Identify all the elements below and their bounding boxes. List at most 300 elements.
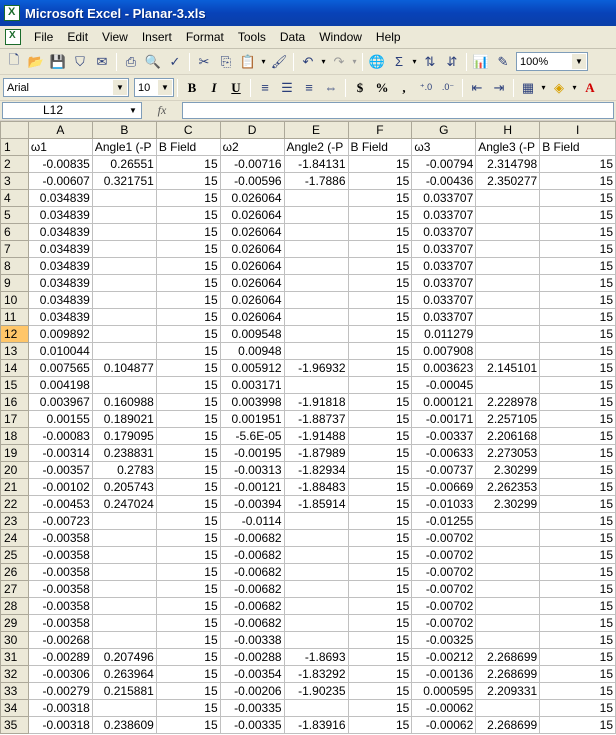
cell[interactable]: ω1 [28,139,92,156]
row-header[interactable]: 31 [1,649,29,666]
cut-icon[interactable]: ✂ [198,53,210,69]
cell[interactable] [284,343,348,360]
cell[interactable]: -0.00716 [220,156,284,173]
cell[interactable]: -0.00702 [412,564,476,581]
row-header[interactable]: 6 [1,224,29,241]
cell[interactable] [476,530,540,547]
cell[interactable]: 0.005912 [220,360,284,377]
cell[interactable]: -0.00083 [28,428,92,445]
row-header[interactable]: 34 [1,700,29,717]
cell[interactable]: 15 [156,530,220,547]
cell[interactable]: 15 [540,632,616,649]
cell[interactable] [92,190,156,207]
cell[interactable]: -0.00436 [412,173,476,190]
menu-file[interactable]: File [34,30,54,44]
sort-descending-icon[interactable]: ⇵ [446,53,458,69]
cell[interactable] [476,632,540,649]
cell[interactable]: 15 [348,462,412,479]
open-icon[interactable]: 📂 [27,53,45,69]
cell[interactable] [92,224,156,241]
borders-icon[interactable]: ▦ [521,79,535,95]
font-color-icon[interactable]: A [585,79,595,95]
cell[interactable]: -0.01255 [412,513,476,530]
cell[interactable]: 15 [156,683,220,700]
cell[interactable]: 15 [348,581,412,598]
cell[interactable]: 0.247024 [92,496,156,513]
cell[interactable]: 15 [540,513,616,530]
zoom-select[interactable] [516,52,588,71]
autosum-icon[interactable]: Σ [394,54,404,69]
cell[interactable] [476,343,540,360]
cell[interactable]: 15 [348,292,412,309]
cell[interactable] [92,598,156,615]
cell[interactable]: -0.00121 [220,479,284,496]
cell[interactable]: 2.273053 [476,445,540,462]
row-header[interactable]: 19 [1,445,29,462]
cell[interactable]: -0.00337 [412,428,476,445]
cell[interactable]: 15 [540,309,616,326]
cell[interactable]: 15 [540,564,616,581]
cell[interactable] [92,700,156,717]
cell[interactable]: -0.00358 [28,564,92,581]
cell[interactable] [284,190,348,207]
column-header[interactable]: E [284,122,348,139]
cell[interactable]: -0.00102 [28,479,92,496]
cell[interactable] [476,377,540,394]
row-header[interactable]: 29 [1,615,29,632]
cell[interactable]: 0.026064 [220,224,284,241]
cell[interactable]: 0.179095 [92,428,156,445]
cell[interactable] [284,530,348,547]
cell[interactable] [284,258,348,275]
row-header[interactable]: 26 [1,564,29,581]
comma-style-icon[interactable]: , [402,79,406,95]
percent-icon[interactable]: % [375,79,389,95]
sort-ascending-icon[interactable]: ⇅ [424,53,436,69]
cell[interactable]: 0.033707 [412,258,476,275]
cell[interactable]: -0.00633 [412,445,476,462]
cell[interactable]: 15 [348,598,412,615]
cell[interactable]: -0.00682 [220,615,284,632]
save-icon[interactable]: 💾 [49,53,67,69]
permission-icon[interactable]: ⛉ [75,53,85,69]
cell[interactable] [284,632,348,649]
cell[interactable] [284,326,348,343]
align-left-icon[interactable]: ≡ [261,80,269,95]
cell[interactable]: 15 [540,292,616,309]
cell[interactable]: 15 [156,275,220,292]
row-header[interactable]: 25 [1,547,29,564]
cell[interactable]: 15 [348,207,412,224]
chevron-down-icon[interactable]: ▼ [113,80,127,95]
row-header[interactable]: 32 [1,666,29,683]
cell[interactable]: -0.00318 [28,700,92,717]
cell[interactable]: 0.033707 [412,241,476,258]
cell[interactable]: 15 [156,207,220,224]
cell[interactable]: 0.000121 [412,394,476,411]
cell[interactable]: -0.00358 [28,530,92,547]
paste-icon[interactable]: 📋 [239,53,257,69]
cell[interactable]: 15 [540,666,616,683]
cell[interactable]: 0.263964 [92,666,156,683]
menu-tools[interactable]: Tools [237,30,266,44]
cell[interactable]: 15 [156,496,220,513]
cell[interactable] [92,258,156,275]
cell[interactable]: -0.00669 [412,479,476,496]
cell[interactable]: 2.206168 [476,428,540,445]
cell[interactable] [476,309,540,326]
cell[interactable]: 15 [348,496,412,513]
cell[interactable]: 15 [348,377,412,394]
cell[interactable]: 0.026064 [220,207,284,224]
cell[interactable]: 15 [348,394,412,411]
row-header[interactable]: 2 [1,156,29,173]
cell[interactable]: 15 [348,615,412,632]
cell[interactable]: 15 [540,683,616,700]
cell[interactable] [476,292,540,309]
row-header[interactable]: 16 [1,394,29,411]
cell[interactable]: 15 [540,428,616,445]
cell[interactable]: -5.6E-05 [220,428,284,445]
cell[interactable]: 15 [348,258,412,275]
cell[interactable]: ω2 [220,139,284,156]
row-header[interactable]: 7 [1,241,29,258]
cell[interactable]: 2.268699 [476,649,540,666]
cell[interactable]: 15 [540,700,616,717]
cell[interactable]: -0.00289 [28,649,92,666]
cell[interactable]: 15 [348,156,412,173]
redo-dropdown-icon[interactable]: ▾ [352,57,357,66]
cell[interactable] [284,547,348,564]
cell[interactable]: -0.00682 [220,581,284,598]
row-header[interactable]: 28 [1,598,29,615]
cell[interactable]: 15 [540,496,616,513]
menu-view[interactable]: View [102,30,128,44]
cell[interactable]: 15 [540,649,616,666]
cell[interactable]: 15 [540,258,616,275]
cell[interactable]: 0.001951 [220,411,284,428]
row-header[interactable]: 12 [1,326,29,343]
cell[interactable]: 2.350277 [476,173,540,190]
cell[interactable]: 15 [156,649,220,666]
format-painter-icon[interactable]: 🖌 [270,53,288,69]
insert-function-icon[interactable]: fx [157,103,167,117]
column-header[interactable]: D [220,122,284,139]
cell[interactable]: 15 [156,343,220,360]
hyperlink-icon[interactable]: 🌐 [368,53,386,69]
cell[interactable]: -1.88737 [284,411,348,428]
row-header[interactable]: 21 [1,479,29,496]
cell[interactable]: -1.91488 [284,428,348,445]
cell[interactable]: 15 [540,224,616,241]
cell[interactable]: 15 [156,632,220,649]
row-header[interactable]: 9 [1,275,29,292]
cell[interactable]: 15 [540,173,616,190]
print-icon[interactable]: ⎙ [125,53,137,69]
cell[interactable]: 0.033707 [412,309,476,326]
cell[interactable]: -0.00357 [28,462,92,479]
column-header[interactable]: I [540,122,616,139]
cell[interactable]: 15 [540,445,616,462]
cell[interactable] [476,224,540,241]
cell[interactable]: -1.84131 [284,156,348,173]
menu-format[interactable]: Format [185,30,224,44]
cell[interactable]: -0.00702 [412,598,476,615]
cell[interactable]: 0.033707 [412,190,476,207]
chart-wizard-icon[interactable]: 📊 [472,53,490,69]
cell[interactable]: 15 [540,275,616,292]
select-all-corner[interactable] [1,122,29,139]
cell[interactable]: 0.2783 [92,462,156,479]
cell[interactable] [476,700,540,717]
cell[interactable]: Angle3 (-P [476,139,540,156]
cell[interactable]: 0.026064 [220,309,284,326]
cell[interactable]: 0.215881 [92,683,156,700]
cell[interactable]: 0.009548 [220,326,284,343]
cell[interactable]: 0.104877 [92,360,156,377]
cell[interactable]: 15 [156,241,220,258]
row-header[interactable]: 20 [1,462,29,479]
bold-icon[interactable]: B [187,79,197,95]
cell[interactable]: 0.238831 [92,445,156,462]
cell[interactable]: 0.009892 [28,326,92,343]
cell[interactable]: 15 [540,190,616,207]
cell[interactable]: 15 [156,224,220,241]
cell[interactable] [476,275,540,292]
cell[interactable]: 0.205743 [92,479,156,496]
cell[interactable]: 0.238609 [92,717,156,734]
cell[interactable]: -0.00358 [28,581,92,598]
cell[interactable]: -0.00358 [28,615,92,632]
cell[interactable]: -1.82934 [284,462,348,479]
autosum-dropdown-icon[interactable]: ▾ [412,57,417,66]
cell[interactable]: 15 [348,428,412,445]
cell[interactable] [284,377,348,394]
menu-window[interactable]: Window [319,30,362,44]
row-header[interactable]: 33 [1,683,29,700]
cell[interactable]: 0.026064 [220,258,284,275]
cell[interactable] [284,700,348,717]
cell[interactable]: -0.00702 [412,581,476,598]
row-header[interactable]: 5 [1,207,29,224]
cell[interactable]: 2.209331 [476,683,540,700]
print-preview-icon[interactable]: 🔍 [144,53,162,69]
cell[interactable]: 0.007565 [28,360,92,377]
cell[interactable]: 15 [540,530,616,547]
cell[interactable]: 2.257105 [476,411,540,428]
cell[interactable] [284,241,348,258]
paste-dropdown-icon[interactable]: ▾ [261,57,266,66]
menu-edit[interactable]: Edit [67,30,89,44]
worksheet-grid[interactable] [0,121,616,735]
cell[interactable]: 15 [156,156,220,173]
align-right-icon[interactable]: ≡ [305,80,313,95]
cell[interactable]: -0.00453 [28,496,92,513]
cell[interactable]: -0.00171 [412,411,476,428]
cell[interactable]: 15 [540,394,616,411]
cell[interactable]: 15 [348,513,412,530]
cell[interactable] [92,207,156,224]
cell[interactable]: 0.26551 [92,156,156,173]
cell[interactable]: 0.033707 [412,224,476,241]
cell[interactable]: 15 [156,258,220,275]
drawing-icon[interactable]: ✎ [497,53,509,69]
cell[interactable]: 15 [540,207,616,224]
column-header[interactable]: B [92,122,156,139]
cell[interactable]: 2.314798 [476,156,540,173]
cell[interactable]: -1.83916 [284,717,348,734]
cell[interactable]: -0.00268 [28,632,92,649]
cell[interactable]: -0.00195 [220,445,284,462]
cell[interactable]: 15 [156,700,220,717]
cell[interactable]: 0.034839 [28,224,92,241]
row-header[interactable]: 22 [1,496,29,513]
cell[interactable]: 15 [348,326,412,343]
cell[interactable]: 0.160988 [92,394,156,411]
cell[interactable]: -0.01033 [412,496,476,513]
cell[interactable]: 15 [540,343,616,360]
cell[interactable]: 0.00948 [220,343,284,360]
cell[interactable] [92,275,156,292]
cell[interactable]: 15 [156,377,220,394]
cell[interactable] [476,581,540,598]
cell[interactable]: 2.268699 [476,717,540,734]
cell[interactable] [476,190,540,207]
cell[interactable]: 0.026064 [220,275,284,292]
cell[interactable]: 0.189021 [92,411,156,428]
cell[interactable]: -1.8693 [284,649,348,666]
cell[interactable]: 0.034839 [28,258,92,275]
cell[interactable]: 15 [348,649,412,666]
cell[interactable]: -0.00306 [28,666,92,683]
cell[interactable]: 15 [348,190,412,207]
cell[interactable] [92,377,156,394]
cell[interactable]: -0.00212 [412,649,476,666]
cell[interactable]: 15 [540,717,616,734]
spelling-icon[interactable]: ✓ [169,53,181,69]
cell[interactable]: -0.00335 [220,717,284,734]
chevron-down-icon[interactable]: ▼ [158,80,172,95]
menu-insert[interactable]: Insert [141,30,172,44]
cell[interactable]: 0.011279 [412,326,476,343]
cell[interactable]: 15 [540,326,616,343]
cell[interactable]: 15 [156,547,220,564]
cell[interactable]: -0.00358 [28,598,92,615]
cell[interactable]: -1.96932 [284,360,348,377]
cell[interactable]: 15 [156,394,220,411]
undo-dropdown-icon[interactable]: ▾ [321,57,326,66]
cell[interactable]: 0.207496 [92,649,156,666]
cell[interactable]: 15 [348,547,412,564]
formula-input[interactable] [182,102,614,119]
cell[interactable]: 0.321751 [92,173,156,190]
row-header[interactable]: 24 [1,530,29,547]
cell[interactable] [284,615,348,632]
new-icon[interactable]: 🗋 [8,51,20,67]
workbook-icon[interactable] [5,29,21,45]
column-header[interactable]: C [156,122,220,139]
cell[interactable]: 15 [348,360,412,377]
cell[interactable]: 0.034839 [28,275,92,292]
cell[interactable]: 15 [348,717,412,734]
cell[interactable]: 2.30299 [476,462,540,479]
cell[interactable] [92,513,156,530]
cell[interactable]: 15 [156,598,220,615]
row-header[interactable]: 23 [1,513,29,530]
column-header[interactable]: G [412,122,476,139]
merge-center-icon[interactable]: ⇔ [324,80,338,95]
cell[interactable]: -0.00325 [412,632,476,649]
cell[interactable] [476,564,540,581]
cell[interactable]: 15 [348,479,412,496]
currency-icon[interactable]: $ [356,79,364,95]
cell[interactable]: -0.00318 [28,717,92,734]
cell[interactable]: -0.00062 [412,700,476,717]
increase-indent-icon[interactable]: ⇥ [493,79,505,95]
cell[interactable]: 15 [156,479,220,496]
cell[interactable] [92,326,156,343]
cell[interactable]: 15 [540,377,616,394]
cell[interactable]: 15 [156,513,220,530]
cell[interactable]: 15 [348,632,412,649]
cell[interactable]: 15 [156,309,220,326]
cell[interactable]: 2.262353 [476,479,540,496]
cell[interactable] [476,513,540,530]
cell[interactable]: 15 [156,428,220,445]
cell[interactable]: B Field [348,139,412,156]
cell[interactable]: 2.268699 [476,666,540,683]
cell[interactable]: 15 [540,615,616,632]
cell[interactable]: 0.003623 [412,360,476,377]
cell[interactable]: 0.000595 [412,683,476,700]
column-header[interactable]: F [348,122,412,139]
font-size-select[interactable] [134,78,174,97]
cell[interactable]: -0.00794 [412,156,476,173]
cell[interactable]: 15 [348,241,412,258]
cell[interactable]: 15 [348,683,412,700]
excel-app-icon[interactable] [4,5,20,21]
cell[interactable] [92,343,156,360]
cell[interactable] [284,513,348,530]
cell[interactable]: 15 [348,411,412,428]
cell[interactable]: -0.00206 [220,683,284,700]
cell[interactable]: 2.145101 [476,360,540,377]
cell[interactable]: 15 [348,275,412,292]
cell[interactable]: 15 [348,343,412,360]
cell[interactable]: -0.00682 [220,598,284,615]
cell[interactable]: -0.00354 [220,666,284,683]
cell[interactable]: 15 [540,547,616,564]
cell[interactable] [476,326,540,343]
column-header[interactable]: A [28,122,92,139]
cell[interactable]: ω3 [412,139,476,156]
cell[interactable]: 2.228978 [476,394,540,411]
fill-color-dropdown-icon[interactable]: ▾ [572,83,577,92]
cell[interactable]: -1.87989 [284,445,348,462]
cell[interactable]: -0.00062 [412,717,476,734]
cell[interactable]: -0.00682 [220,547,284,564]
cell[interactable] [92,292,156,309]
cell[interactable]: 0.033707 [412,275,476,292]
cell[interactable]: 15 [156,190,220,207]
row-header[interactable]: 1 [1,139,29,156]
cell[interactable]: -0.00596 [220,173,284,190]
cell[interactable] [476,258,540,275]
cell[interactable]: -0.00835 [28,156,92,173]
cell[interactable] [92,309,156,326]
row-header[interactable]: 14 [1,360,29,377]
cell[interactable]: 15 [540,411,616,428]
